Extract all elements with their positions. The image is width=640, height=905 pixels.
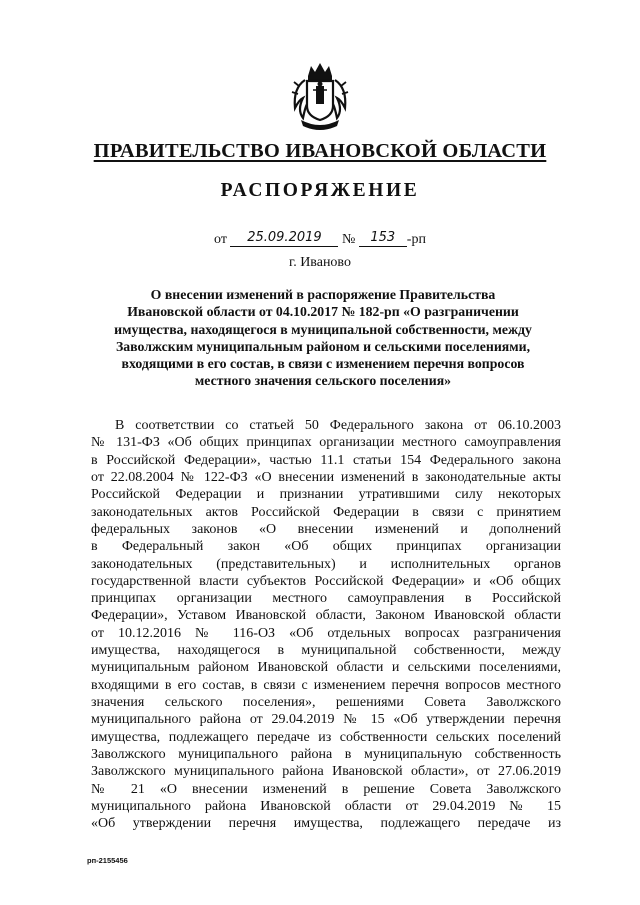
body-line: «Об утверждении перечня имущества, подлежащего передаче из <box>91 816 561 832</box>
body-line: Заволжского муниципального района в муниципальную собственность <box>91 746 561 762</box>
body-line: В соответствии со статьей 50 Федерального закона от 06.10.2003 <box>115 418 561 433</box>
body-line: № 131-ФЗ «Об общих принципах организации местного самоуправления <box>91 435 561 451</box>
body-line: в Российской Федерации», частью 11.1 статьи 154 Федерального закона <box>91 452 561 468</box>
document-type: РАСПОРЯЖЕНИЕ <box>220 180 420 201</box>
date-prefix: от <box>214 232 227 247</box>
body-line: муниципальным районом Ивановской области и сельскими поселениями, <box>91 660 561 676</box>
subject-line: Ивановской области от 04.10.2017 № 182-рп «О разграничении <box>127 304 519 320</box>
subject-line: О внесении изменений в распоряжение Правительства <box>150 287 496 302</box>
body-line: муниципального района от 29.04.2019 № 15 «Об утверждении перечня <box>91 712 561 728</box>
body-line: государственной власти субъектов Российской Федерации» и «Об общих <box>91 573 561 589</box>
body-line: Заволжского муниципального района Ивановской области», от 27.06.2019 <box>91 764 561 780</box>
coat-of-arms-emblem <box>289 60 351 130</box>
number-label: № <box>341 232 356 247</box>
body-line: № 21 «О внесении изменений в решение Совета Заволжского <box>91 781 561 797</box>
document-code: рп-2155456 <box>87 856 128 865</box>
number-suffix: -рп <box>406 232 426 247</box>
body-line: имущества, находящегося в муниципальной собственности, между <box>91 643 561 659</box>
body-text <box>91 417 561 833</box>
body-line: законодательных актов Российской Федерации в связи с принятием <box>91 504 561 520</box>
subject-line: Заволжским муниципальным районом и сельскими поселениями, <box>115 338 531 354</box>
subject-heading <box>78 286 568 390</box>
body-line: входящими в его состав, в связи с изменением перечня вопросов местного <box>91 677 561 693</box>
dateline <box>214 232 426 249</box>
subject-line: имущества, находящегося в муниципальной собственности, между <box>114 321 532 337</box>
body-line: законодательных (представительных) и исполнительных органов <box>91 556 561 572</box>
body-line: от 10.12.2016 № 116-ОЗ «Об отдельных вопросах разграничения <box>91 625 561 641</box>
city: г. Иваново <box>289 255 351 270</box>
body-line: от 22.08.2004 № 122-ФЗ «О внесении изменений в законодательные акты <box>91 469 561 485</box>
handwritten-number: 153 <box>359 230 407 247</box>
body-line: принципах организации местного самоуправления в Российской <box>91 591 561 607</box>
body-line: федеральных законов «О внесении изменений и дополнений <box>91 521 561 537</box>
body-line: муниципального района Ивановской области от 29.04.2019 № 15 <box>91 798 561 814</box>
handwritten-date: 25.09.2019 <box>230 230 338 247</box>
subject-line: местного значения сельского поселения» <box>194 373 452 389</box>
body-line: значения сельского поселения», решениями Совета Заволжского <box>91 695 561 710</box>
body-line: Федерации», Уставом Ивановской области, Законом Ивановской области <box>91 608 561 624</box>
subject-line: входящими в его состав, в связи с изменением перечня вопросов <box>121 356 525 372</box>
body-line: имущества, подлежащего передаче из собственности сельских поселений <box>91 729 561 745</box>
government-title: ПРАВИТЕЛЬСТВО ИВАНОВСКОЙ ОБЛАСТИ <box>93 140 547 162</box>
body-line: Российской Федерации и признании утратившими силу некоторых <box>91 487 561 503</box>
body-line: в Федеральный закон «Об общих принципах организации <box>91 539 561 555</box>
